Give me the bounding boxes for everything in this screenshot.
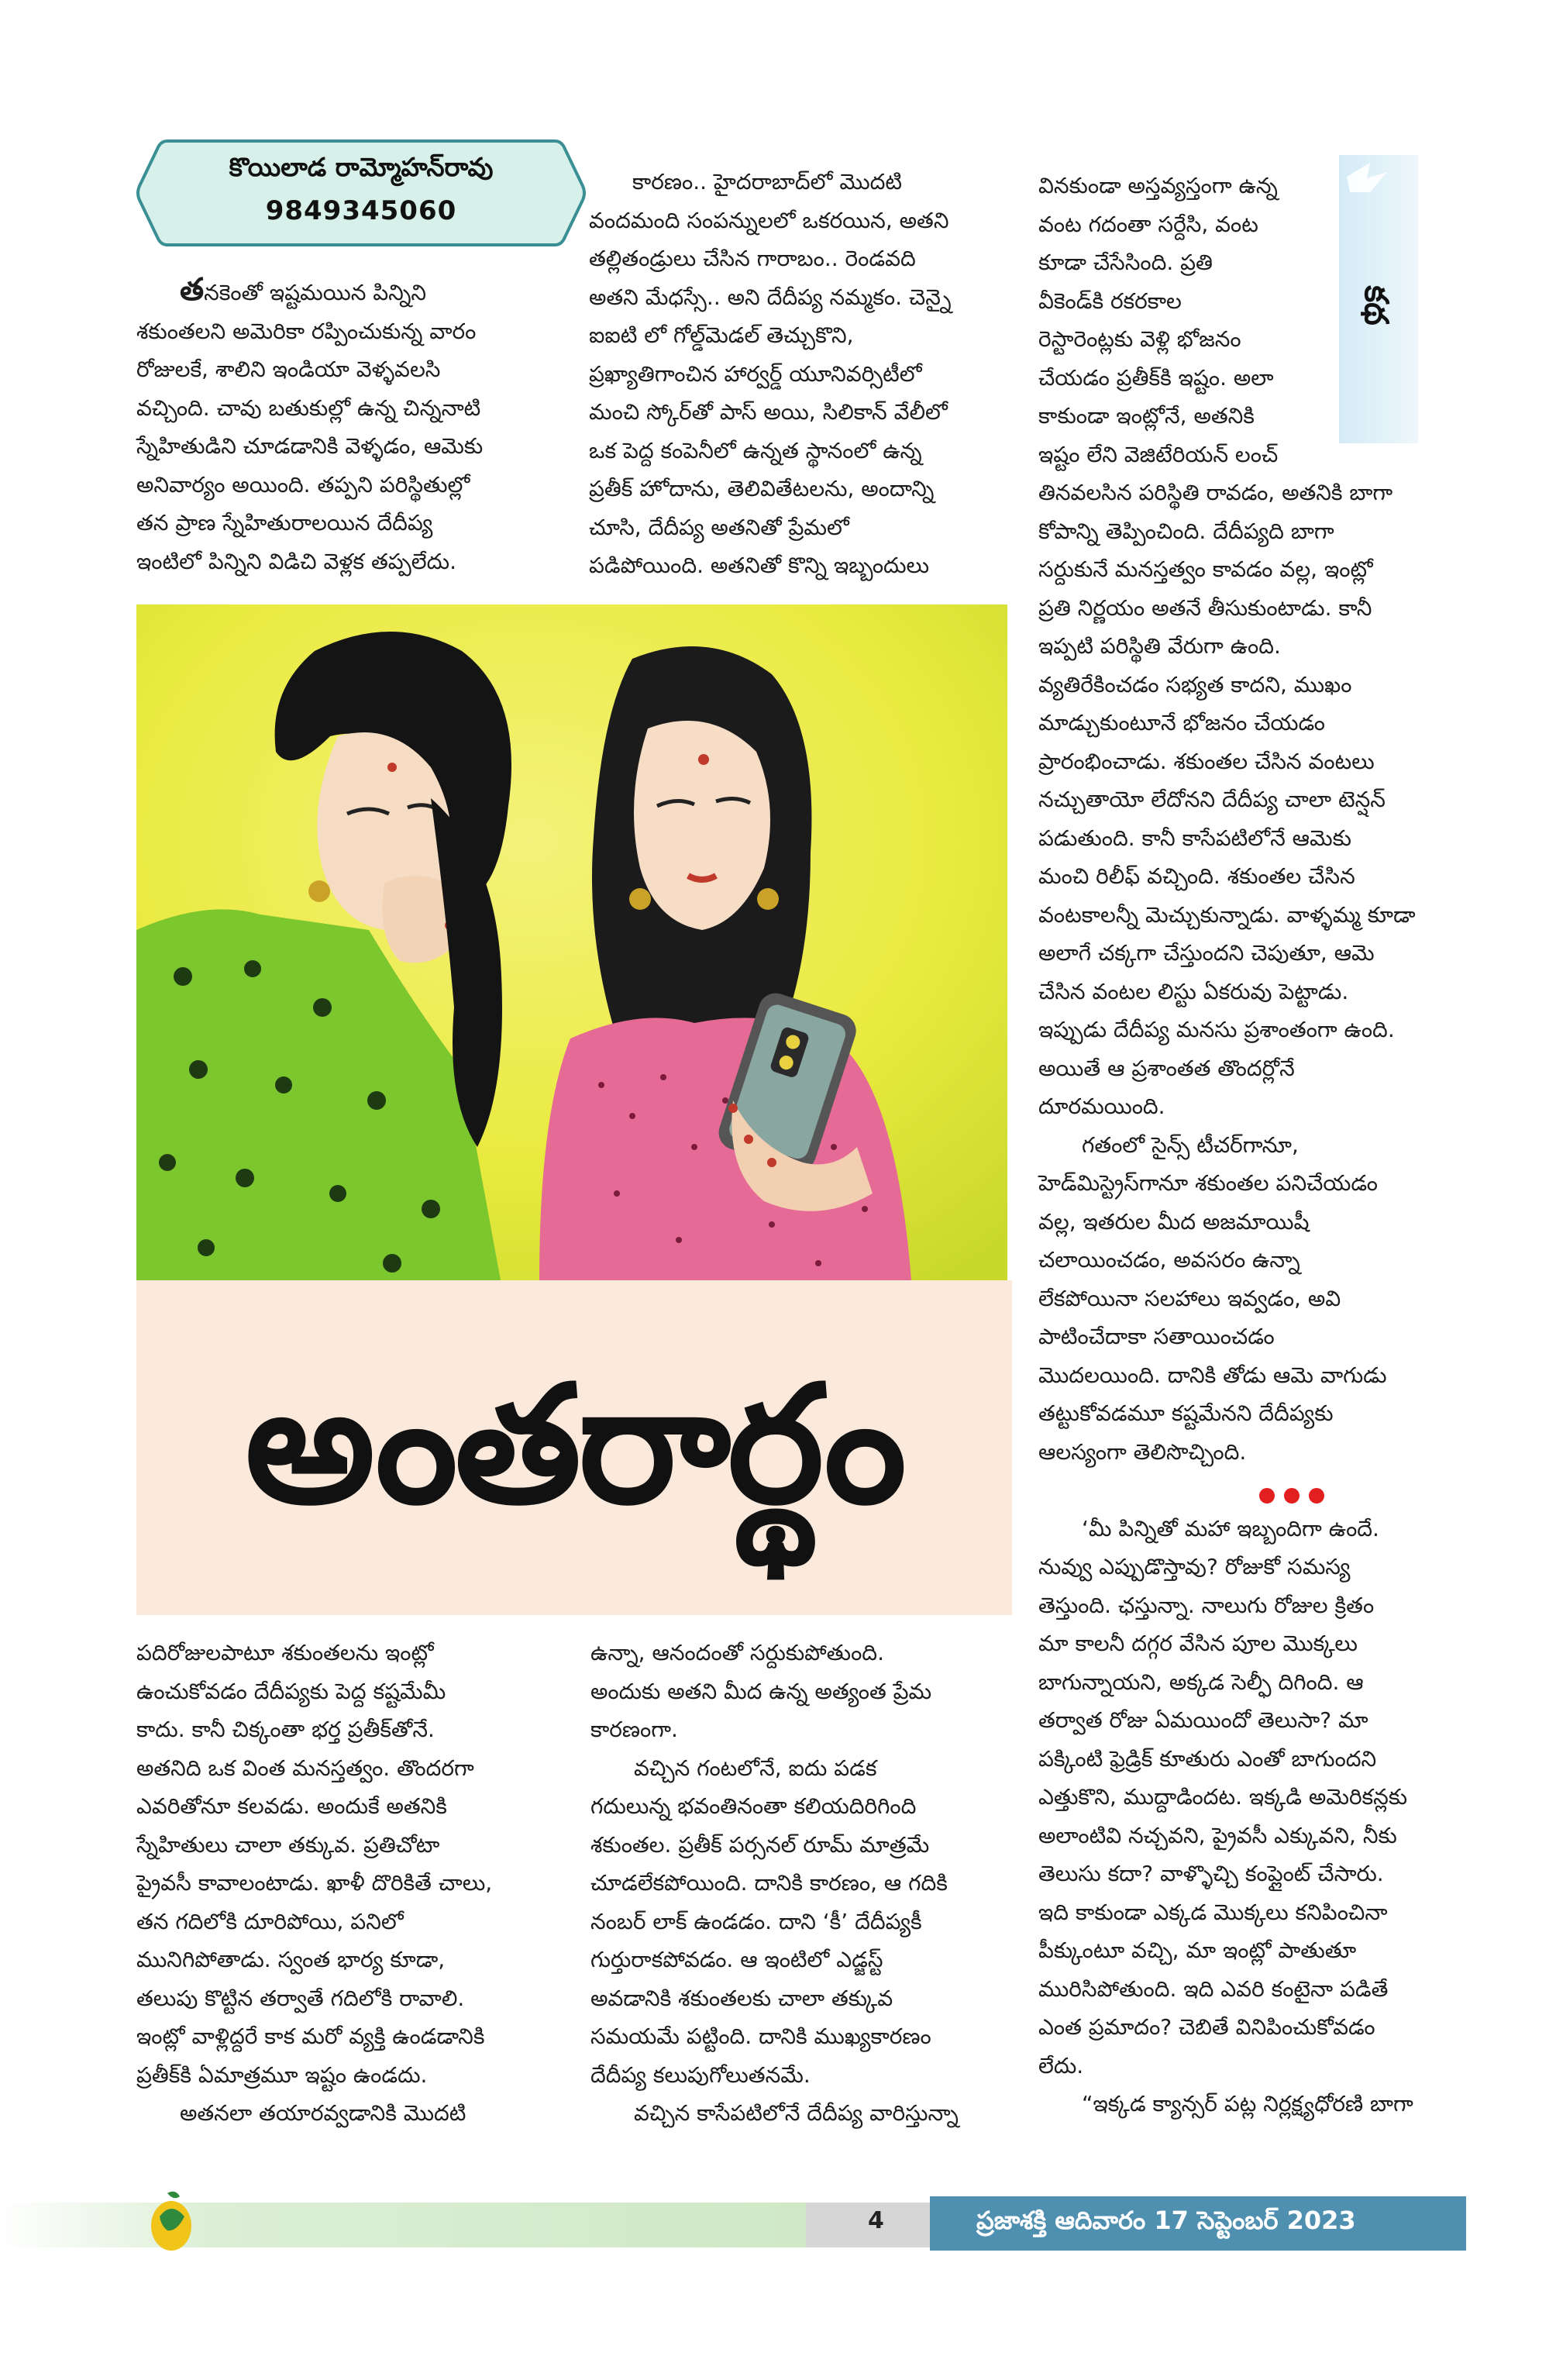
paragraph-line: ఇష్టం లేని వెజిటేరియన్ లంచ్: [1038, 441, 1279, 467]
paragraph-line: పీక్కుంటూ వచ్చి, మా ఇంట్లో పాతుతూ: [1038, 1937, 1357, 1963]
paragraph-line: ప్రారంభించాడు. శకుంతల చేసిన వంటలు: [1038, 748, 1375, 774]
paragraph-line: అలాంటివి నచ్చవని, ప్రైవసీ ఎక్కువని, నీకు: [1038, 1822, 1397, 1848]
paragraph-line: శకుంతల. ప్రతీక్ పర్సనల్ రూమ్ మాత్రమే: [590, 1831, 930, 1858]
paragraph-line: ప్రతి నిర్ణయం అతనే తీసుకుంటాడు. కానీ: [1038, 594, 1372, 621]
publication-line: ప్రజాశక్తి ఆదివారం 17 సెప్టెంబర్ 2023: [976, 2206, 1356, 2235]
paragraph-line: రెస్టారెంట్లకు వెళ్లి భోజనం: [1038, 326, 1241, 352]
drop-cap: త: [180, 272, 205, 308]
paragraph-line: ప్రతీక్ హోదాను, తెలివితేటలను, అందాన్ని: [589, 476, 935, 501]
paragraph-line: నకెంతో ఇష్టమయిన పిన్నిని: [204, 280, 427, 305]
story-title: అంతరార్థం: [245, 1350, 904, 1540]
text-column-right: [1038, 167, 1416, 2123]
paragraph-line: గతంలో సైన్స్ టీచర్‌గానూ,: [1082, 1131, 1299, 1158]
paragraph-line: మంచి స్కోర్‌తో పాస్ అయి, సిలికాన్ వేలీలో: [589, 399, 948, 425]
paragraph-line: ప్రతీక్‌కి ఏమాత్రమూ ఇష్టం ఉండదు.: [136, 2061, 428, 2088]
paragraph-line: ఎంత ప్రమాదం? చెబితే వినిపించుకోవడం: [1038, 2014, 1375, 2040]
category-label: కథ: [1358, 285, 1396, 325]
paragraph-line: దేదీప్య కలుపుగోలుతనమే.: [590, 2061, 811, 2088]
paragraph-line: నువ్వు ఎప్పుడొస్తావు? రోజుకో సమస్య: [1038, 1554, 1351, 1579]
paragraph-line: బాగున్నాయని, అక్కడ సెల్ఫీ దిగింది. ఆ: [1038, 1669, 1364, 1695]
paragraph-line: తినవలసిన పరిస్థితి రావడం, అతనికి బాగా: [1038, 480, 1393, 505]
paragraph-line: వంట గదంతా సర్దేసి, వంట: [1038, 211, 1258, 237]
paragraph-line: ప్రఖ్యాతిగాంచిన హార్వర్డ్ యూనివర్సిటీలో: [589, 360, 922, 387]
paragraph-line: స్నేహితులు చాలా తక్కువ. ప్రతిచోటా: [136, 1831, 440, 1858]
supplement-logo-icon: [144, 2185, 198, 2255]
paragraph-line: రోజులకే, శాలిని ఇండియా వెళ్ళవలసి: [136, 356, 441, 382]
paragraph-line: ఉంచుకోవడం దేదీప్యకు పెద్ద కష్టమేమీ: [136, 1678, 446, 1704]
paragraph-line: మొదలయింది. దానికి తోడు ఆమె వాగుడు: [1038, 1362, 1387, 1388]
text-column-bottom-left: [136, 1634, 492, 2133]
paragraph-line: చూడలేకపోయింది. దానికి కారణం, ఆ గదికి: [590, 1870, 948, 1896]
paragraph-line: సమయమే పట్టింది. దానికి ముఖ్యకారణం: [590, 2024, 931, 2049]
paragraph-line: ఉన్నా, ఆనందంతో సర్దుకుపోతుంది.: [590, 1640, 884, 1665]
paragraph-line: కోపాన్ని తెప్పించింది. దేదీప్యది బాగా: [1038, 518, 1334, 544]
paragraph-line: తలుపు కొట్టిన తర్వాతే గదిలోకి రావాలి.: [136, 1985, 465, 2011]
paragraph-line: కారణంగా.: [590, 1717, 678, 1742]
paragraph-line: కూడా చేసేసింది. ప్రతి: [1038, 250, 1213, 275]
paragraph-line: వ్యతిరేకించడం సభ్యత కాదని, ముఖం: [1038, 671, 1352, 697]
illustration-two-women: [136, 604, 1007, 1280]
paragraph-line: గుర్తురాకపోవడం. ఆ ఇంటిలో ఎడ్జస్ట్: [590, 1947, 883, 1972]
paragraph-line: ఇప్పుడు దేదీప్య మనసు ప్రశాంతంగా ఉంది.: [1038, 1017, 1395, 1042]
paragraph-line: వచ్చిన కాసేపటిలోనే దేదీప్య వారిస్తున్నా: [634, 2100, 959, 2126]
paragraph-line: పాటించేదాకా సతాయించడం: [1038, 1324, 1275, 1349]
paragraph-line: కాదు. కానీ చిక్కంతా భర్త ప్రతీక్‌తోనే.: [136, 1717, 435, 1742]
paragraph-line: ప్రైవసీ కావాలంటాడు. ఖాళీ దొరికితే చాలు,: [136, 1870, 493, 1896]
text-column-bottom-middle: [590, 1634, 959, 2133]
text-column-top-middle: [589, 163, 951, 585]
divider-dot: [1259, 1488, 1275, 1503]
paragraph-line: వందమంది సంపన్నులలో ఒకరయిన, అతని: [589, 207, 949, 233]
paragraph-line: ఆలస్యంగా తెలిసొచ్చింది.: [1038, 1438, 1247, 1465]
paragraph-line: మాడ్చుకుంటూనే భోజనం చేయడం: [1038, 710, 1325, 735]
paragraph-line: అతనిది ఒక వింత మనస్తత్వం. తొందరగా: [136, 1755, 474, 1781]
paragraph-line: ఎత్తుకొని, ముద్దాడిందట. ఇక్కడి అమెరికన్లకు: [1038, 1784, 1408, 1810]
story-title-box: [136, 1280, 1012, 1615]
paragraph-line: పడిపోయింది. అతనితో కొన్ని ఇబ్బందులు: [589, 553, 930, 578]
divider-dot: [1284, 1488, 1300, 1503]
paragraph-line: మంచి రిలీఫ్ వచ్చింది. శకుంతల చేసిన: [1038, 863, 1355, 889]
paragraph-line: కాకుండా ఇంట్లోనే, అతనికి: [1038, 403, 1255, 429]
paragraph-line: ‘మీ పిన్నితో మహా ఇబ్బందిగా ఉందే.: [1082, 1515, 1379, 1541]
story-illustration: [136, 604, 1007, 1280]
author-badge: [136, 138, 586, 248]
paragraph-line: వచ్చిన గంటలోనే, ఐదు పడక: [634, 1755, 877, 1781]
paragraph-line: అతనలా తయారవ్వడానికి మొదటి: [180, 2100, 466, 2126]
paragraph-line: దూరమయింది.: [1038, 1094, 1165, 1119]
paragraph-line: చేసిన వంటల లిస్టు ఏకరువు పెట్టాడు.: [1038, 978, 1349, 1004]
paragraph-line: కారణం.. హైదరాబాద్‌లో మొదటి: [632, 169, 903, 195]
paragraph-line: అయితే ఆ ప్రశాంతత తొందర్లోనే: [1038, 1055, 1295, 1081]
paragraph-line: ఇప్పటి పరిస్థితి వేరుగా ఉంది.: [1038, 633, 1281, 659]
author-phone: 9849345060: [265, 195, 457, 226]
paragraph-line: అలాగే చక్కగా చేస్తుందని చెపుతూ, ఆమె: [1038, 940, 1375, 966]
section-break: [1038, 1471, 1416, 1510]
paragraph-line: ఐఐటి లో గోల్డ్‌మెడల్ తెచ్చుకొని,: [589, 322, 854, 348]
paragraph-line: వచ్చింది. చావు బతుకుల్లో ఉన్న చిన్ననాటి: [136, 394, 481, 421]
divider-dot: [1309, 1488, 1324, 1503]
paragraph-line: తల్లితండ్రులు చేసిన గారాబం.. రెండవది: [589, 246, 916, 271]
paragraph-line: చలాయించడం, అవసరం ఉన్నా: [1038, 1247, 1300, 1273]
page-footer: [0, 2185, 1556, 2255]
paragraph-line: మా కాలనీ దగ్గర వేసిన పూల మొక్కలు: [1038, 1631, 1358, 1656]
paragraph-line: చేయడం ప్రతీక్‌కి ఇష్టం. అలా: [1038, 364, 1274, 391]
paragraph-line: మునిగిపోతాడు. స్వంత భార్య కూడా,: [136, 1947, 446, 1972]
paragraph-line: తెస్తుంది. ఛస్తున్నా. నాలుగు రోజుల క్రితం: [1038, 1592, 1375, 1618]
paragraph-line: అవడానికి శకుంతలకు చాలా తక్కువ: [590, 1985, 893, 2011]
paragraph-line: అతని మేధస్సే.. అని దేదీప్య నమ్మకం. చెన్నై: [589, 284, 952, 310]
paragraph-line: తన గదిలోకి దూరిపోయి, పనిలో: [136, 1908, 404, 1934]
paragraph-line: ఇంట్లో వాళ్లిద్దరే కాక మరో వ్యక్తి ఉండడానికి: [136, 2024, 485, 2049]
section-divider-dots: [1259, 1488, 1334, 1507]
paragraph-line: సర్దుకునే మనస్తత్వం కావడం వల్ల, ఇంట్లో: [1038, 556, 1373, 582]
paragraph-line: పడుతుంది. కానీ కాసేపటిలోనే ఆమెకు: [1038, 825, 1351, 851]
paragraph-line: తన ప్రాణ స్నేహితురాలయిన దేదీప్య: [136, 510, 433, 536]
text-column-top-left: [136, 271, 483, 580]
paragraph-line: లేదు.: [1038, 2052, 1084, 2079]
paragraph-line: తెలుసు కదా? వాళ్ళొచ్చి కంప్లైంట్ చేసారు.: [1038, 1861, 1384, 1886]
paragraph-line: పక్కింటి ఫ్రెడ్రిక్ కూతురు ఎంతో బాగుందని: [1038, 1745, 1377, 1772]
author-name: కొయిలాడ రామ్మోహన్‌రావు: [229, 152, 494, 182]
paragraph-line: ఇంటిలో పిన్నిని విడిచి వెళ్లక తప్పలేదు.: [136, 548, 456, 574]
paragraph-line: వంటకాలన్నీ మెచ్చుకున్నాడు. వాళ్ళమ్మ కూడా: [1038, 901, 1416, 928]
paragraph-line: చూసి, దేదీప్య అతనితో ప్రేమలో: [589, 514, 849, 540]
page-number: 4: [868, 2207, 884, 2234]
paragraph-line: అనివార్యం అయింది. తప్పని పరిస్థితుల్లో: [136, 471, 470, 498]
paragraph-line: ఇది కాకుండా ఎక్కడ మొక్కలు కనిపించినా: [1038, 1899, 1388, 1925]
paragraph-line: వీకెండ్‌కి రకరకాల: [1038, 288, 1182, 314]
paragraph-line: పదిరోజులపాటూ శకుంతలను ఇంట్లో: [136, 1640, 434, 1665]
paragraph-line: నచ్చుతాయో లేదోనని దేదీప్య చాలా టెన్షన్: [1038, 787, 1386, 812]
paragraph-line: ఎవరితోనూ కలవడు. అందుకే అతనికి: [136, 1793, 447, 1819]
paragraph-line: శకుంతలని అమెరికా రప్పించుకున్న వారం: [136, 318, 477, 344]
paragraph-line: వల్ల, ఇతరుల మీద అజమాయిషీ: [1038, 1208, 1310, 1235]
paragraph-line: వినకుండా అస్తవ్యస్తంగా ఉన్న: [1038, 173, 1278, 198]
paragraph-line: తర్వాత రోజు ఏమయిందో తెలుసా? మా: [1038, 1707, 1368, 1733]
paragraph-line: గదులున్న భవంతినంతా కలియదిరిగింది: [590, 1793, 917, 1819]
paragraph-line: హెడ్‌మిస్ట్రెస్‌గానూ శకుంతల పనిచేయడం: [1038, 1170, 1378, 1196]
paragraph-line: అందుకు అతని మీద ఉన్న అత్యంత ప్రేమ: [590, 1678, 932, 1704]
paragraph-line: లేకపోయినా సలహాలు ఇవ్వడం, అవి: [1038, 1285, 1341, 1311]
paragraph-line: ఒక పెద్ద కంపెనీలో ఉన్నత స్థానంలో ఉన్న: [589, 437, 922, 463]
paragraph-line: “ఇక్కడ క్యాన్సర్ పట్ల నిర్లక్ష్యధోరణి బాగా: [1082, 2091, 1413, 2117]
paragraph-line: స్నేహితుడిని చూడడానికి వెళ్ళడం, ఆమెకు: [136, 433, 484, 459]
paragraph-line: తట్టుకోవడమూ కష్టమేనని దేదీప్యకు: [1038, 1400, 1334, 1426]
footer-green-band: [0, 2203, 829, 2247]
paragraph-line: మురిసిపోతుంది. ఇది ఎవరి కంటైనా పడితే: [1038, 1975, 1389, 2002]
paragraph-line: నంబర్ లాక్ ఉండడం. దాని ‘కీ’ దేదీప్యకీ: [590, 1908, 922, 1934]
